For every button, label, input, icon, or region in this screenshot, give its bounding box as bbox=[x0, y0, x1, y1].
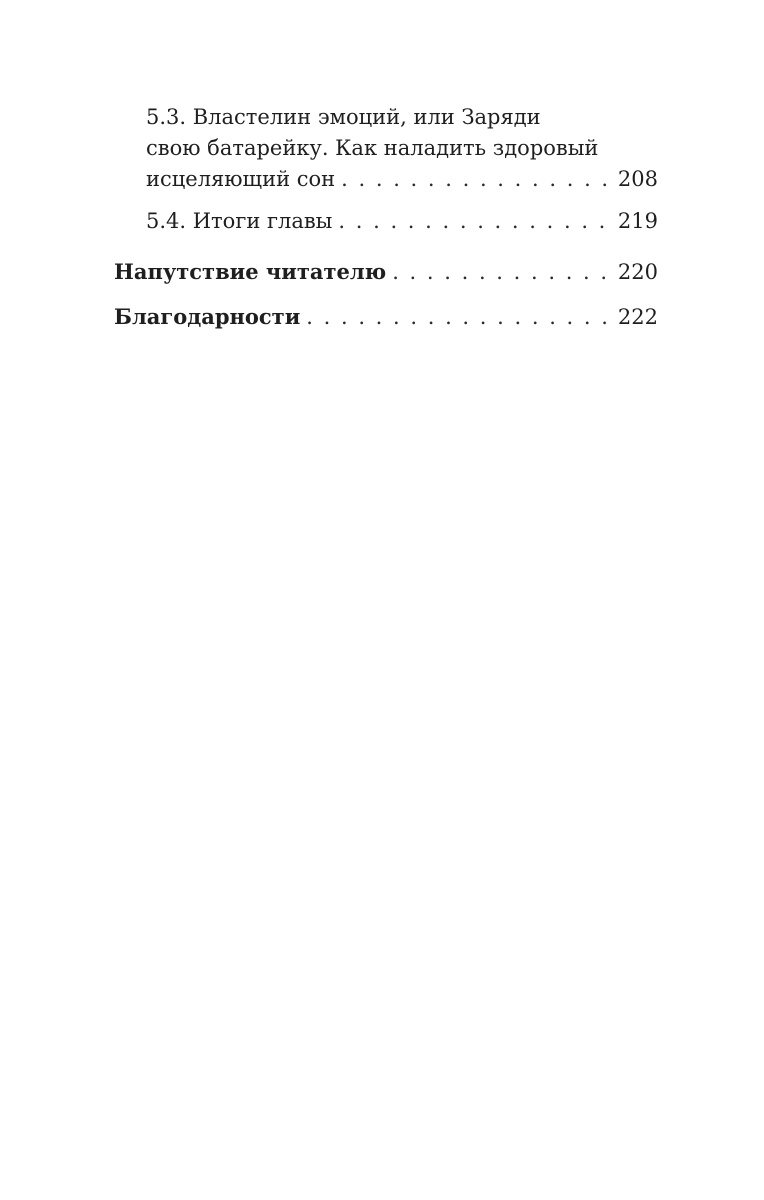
toc-entry-line bbox=[114, 302, 658, 332]
page-number: 219 bbox=[617, 209, 658, 233]
toc-entry-title: 5.4. Итоги главы bbox=[146, 209, 333, 233]
page-number: 222 bbox=[617, 305, 658, 329]
toc-entry-title-line-3: исцеляющий сон bbox=[146, 167, 336, 191]
dot-leader bbox=[306, 302, 616, 332]
toc-entry-title-line-1: 5.3. Властелин эмоций, или Заряди bbox=[146, 105, 541, 129]
toc-entry-last-line bbox=[146, 164, 658, 194]
dot-leader bbox=[338, 206, 616, 236]
toc-entry-line bbox=[146, 206, 658, 236]
page-number: 208 bbox=[617, 167, 658, 191]
toc-entry-line bbox=[114, 257, 658, 287]
page-number: 220 bbox=[617, 260, 658, 284]
dot-leader bbox=[392, 257, 616, 287]
toc-entry-title: Напутствие читателю bbox=[114, 259, 387, 284]
dot-leader bbox=[341, 164, 616, 194]
toc-entry-title: Благодарности bbox=[114, 304, 301, 329]
toc-entry-title-line-2: свою батарейку. Как наладить здоровый bbox=[146, 136, 599, 160]
